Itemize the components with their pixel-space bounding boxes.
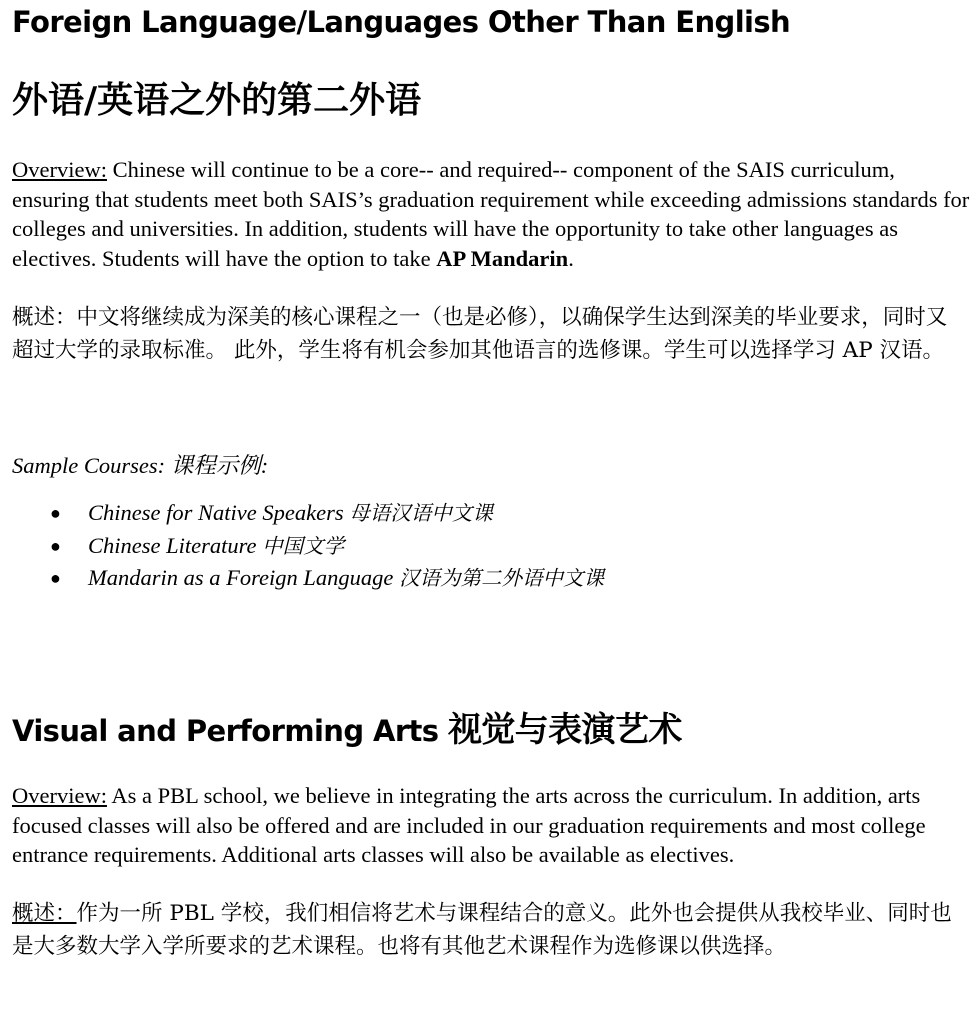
sample-courses-label: Sample Courses: 课程示例: — [12, 453, 269, 478]
section-title-english: Foreign Language/Languages Other Than English — [12, 5, 791, 39]
section-title-chinese: 外语/英语之外的第二外语 — [12, 80, 422, 121]
overview-label: Overview: — [12, 783, 107, 808]
overview-paragraph-chinese — [12, 897, 962, 963]
overview-bold-text: AP Mandarin — [436, 245, 569, 271]
list-item — [12, 497, 970, 530]
bullet-icon: ● — [50, 535, 61, 556]
course-name-english: Chinese for Native Speakers — [88, 500, 344, 525]
list-item — [12, 530, 970, 563]
list-item — [12, 562, 970, 595]
overview-label: Overview: — [12, 157, 107, 182]
section-title-english — [12, 706, 682, 754]
course-name-english: Chinese Literature — [88, 532, 257, 558]
course-name-chinese: 中国文学 — [262, 533, 345, 558]
section-title-chinese: 视觉与表演艺术 — [447, 710, 682, 750]
section-title-text: Visual and Performing Arts — [12, 714, 439, 748]
overview-end: . — [568, 245, 574, 271]
bullet-icon: ● — [50, 503, 61, 523]
overview-paragraph — [12, 155, 970, 273]
overview-paragraph — [12, 781, 952, 870]
bullet-icon: ● — [50, 568, 61, 588]
course-list — [12, 497, 970, 595]
overview-text-chinese: 作为一所 PBL 学校，我们相信将艺术与课程结合的意义。此外也会提供从我校毕业、同时也是大多数大学入学所要求的艺术课程。也将有其他艺术课程作为选修课以供选择。 — [12, 901, 952, 959]
overview-paragraph-chinese: 概述：中文将继续成为深美的核心课程之一（也是必修），以确保学生达到深美的毕业要求，同时又超过大学的录取标准。 此外，学生将有机会参加其他语言的选修课。学生可以选择学习 AP 汉语。 — [12, 305, 948, 363]
course-name-chinese: 汉语为第二外语中文课 — [399, 566, 605, 590]
overview-text: Chinese will continue to be a core-- and required-- component of the SAIS curriculum, ensuring that students meet both SAIS’s graduation requirement while exceeding admissions standards for colleges and universities. In addition, students will have the opportunity to take other languages as electives. Students will have the option to take — [12, 157, 970, 271]
course-name-chinese: 母语汉语中文课 — [349, 501, 493, 525]
overview-label-chinese: 概述： — [12, 901, 77, 926]
overview-text: As a PBL school, we believe in integrating the arts across the curriculum. In addition, arts focused classes will also be offered and are included in our graduation requirements and most college entrance requirements. Additional arts classes will also be available as electives. — [12, 783, 926, 867]
course-name-english: Mandarin as a Foreign Language — [88, 565, 394, 590]
